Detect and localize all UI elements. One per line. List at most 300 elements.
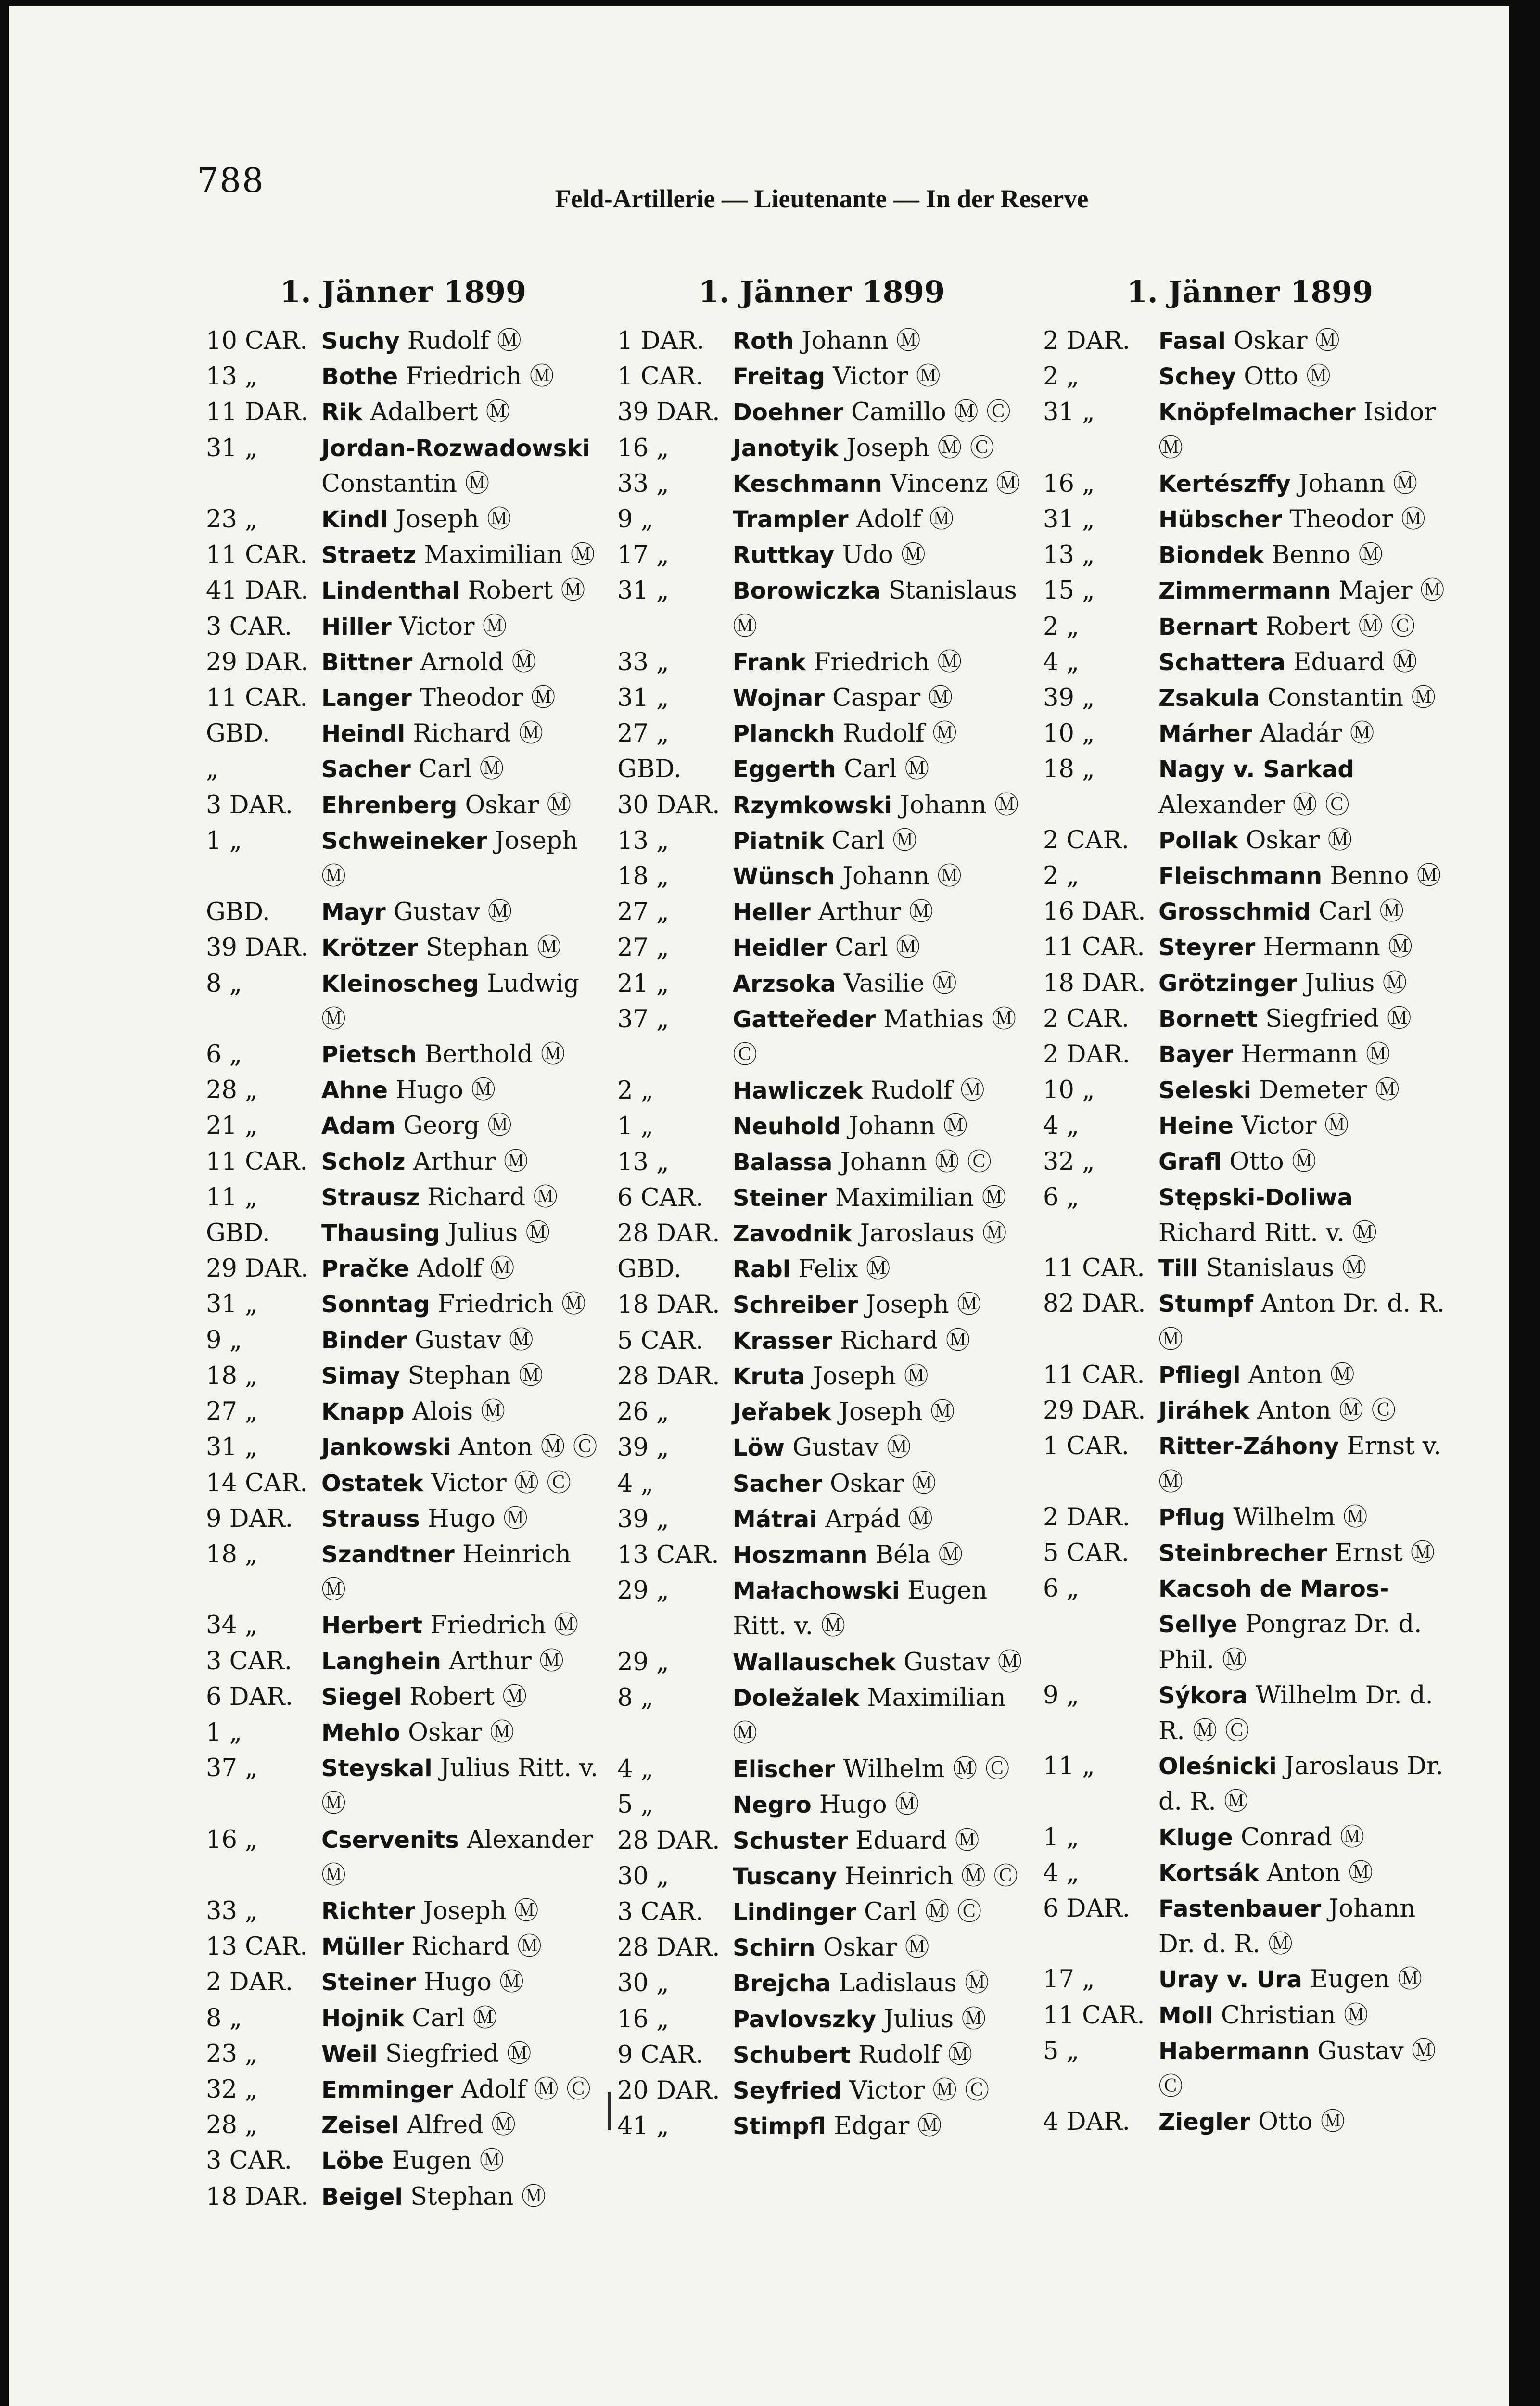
entry-surname: Tuscany (733, 1863, 837, 1890)
entry-surname: Hoszmann (733, 1541, 868, 1569)
entry-text (321, 1108, 600, 1144)
list-item (1043, 2104, 1457, 2140)
entry-unit: 18 „ (206, 1540, 258, 1569)
entry-unit: 4 „ (1043, 1112, 1080, 1140)
list-item (617, 1395, 1026, 1430)
entry-text (321, 788, 600, 823)
list-item (206, 1679, 600, 1715)
entry-text (733, 1680, 1026, 1716)
entry-text (733, 966, 1026, 1002)
entry-unit: 20 DAR. (617, 2076, 720, 2105)
entry-given-name: Julius Ⓜ (1297, 969, 1407, 998)
entry-given-name: Heinrich Ⓜ Ⓒ (837, 1862, 1018, 1891)
list-item (206, 1251, 600, 1287)
entry-unit: 6 „ (1043, 1574, 1080, 1603)
entry-given-name: Johann Ⓜ (840, 1112, 968, 1141)
entry-text (321, 502, 600, 538)
column-3-entries (1043, 323, 1457, 2140)
entry-unit: 39 „ (617, 1505, 669, 1534)
entry-unit: 9 „ (206, 1326, 242, 1355)
entry-text (733, 1930, 1026, 1966)
entry-surname: Fastenbauer (1158, 1895, 1321, 1922)
entry-text (321, 859, 600, 895)
entry-given-name: Carl Ⓜ (410, 755, 504, 784)
running-title: Feld-Artillerie — Lieutenante — In der Reserve (555, 184, 1089, 213)
entry-given-name: Edgar Ⓜ (826, 2112, 942, 2141)
entry-given-name: Theodor Ⓜ (1282, 505, 1426, 534)
list-item (206, 966, 600, 1037)
entry-given-name: Béla Ⓜ (867, 1540, 963, 1569)
entry-given-name: Maximilian Ⓜ (827, 1183, 1006, 1212)
entry-given-name: Stephan Ⓜ (402, 2182, 546, 2211)
entry-unit: 23 „ (206, 505, 258, 534)
entry-surname: Rik (321, 399, 363, 426)
entry-given-name: Robert Ⓜ (401, 1682, 527, 1711)
list-item (617, 1037, 1026, 1073)
entry-given-name: Oskar Ⓜ (822, 1469, 936, 1498)
entry-text (733, 1609, 1026, 1644)
entry-unit: 11 CAR. (1043, 1360, 1145, 1389)
entry-surname: Schattera (1158, 649, 1286, 676)
entry-text (1158, 431, 1457, 466)
entry-given-name: Otto Ⓜ (1250, 2108, 1345, 2137)
entry-given-name: Carl Ⓜ (824, 826, 917, 855)
entry-surname: Steiner (321, 1969, 416, 1996)
list-item (1043, 1037, 1457, 1073)
column-2-heading: 1. Jänner 1899 (698, 274, 945, 309)
entry-given-name: Rudolf Ⓜ (850, 2040, 973, 2069)
entry-surname: Schreiber (733, 1292, 858, 1319)
entry-given-name: Carl Ⓜ (404, 2004, 497, 2033)
entry-unit: 10 „ (1043, 1076, 1095, 1105)
entry-given-name: Richard Ⓜ (404, 1932, 542, 1961)
entry-text (733, 1073, 1026, 1109)
entry-given-name: Gustav Ⓜ (895, 1648, 1022, 1677)
entry-given-name: Ritt. v. Ⓜ (733, 1612, 846, 1641)
entry-unit: 18 „ (206, 1361, 258, 1390)
entry-surname: Negro (733, 1792, 812, 1819)
entry-unit: 29 „ (617, 1648, 669, 1677)
entry-text (1158, 930, 1457, 965)
list-item (206, 1037, 600, 1073)
entry-surname: Rabl (733, 1256, 791, 1283)
entry-surname: Doležalek (733, 1684, 860, 1712)
entry-given-name: Stephan Ⓜ (418, 934, 561, 962)
entry-given-name: Conrad Ⓜ (1233, 1823, 1365, 1852)
entry-unit: 2 DAR. (206, 1968, 293, 1997)
entry-unit: 1 CAR. (1043, 1432, 1130, 1461)
entry-surname: Małachowski (733, 1577, 900, 1605)
entry-text (321, 1358, 600, 1394)
entry-text (1158, 609, 1457, 645)
entry-text (321, 1822, 600, 1858)
entry-given-name: Ludwig Ⓜ (321, 969, 580, 1034)
entry-given-name: Alfred Ⓜ (399, 2111, 516, 2140)
entry-surname: Kertészffy (1158, 470, 1291, 498)
entry-given-name: Johann Ⓜ Ⓒ (832, 1148, 992, 1177)
entry-given-name: Stanislaus Ⓜ (1198, 1254, 1367, 1283)
entry-surname: Simay (321, 1362, 400, 1390)
list-item (1043, 966, 1457, 1001)
entry-unit: 3 CAR. (617, 1897, 704, 1926)
entry-surname: Rzymkowski (733, 792, 892, 819)
entry-surname: Straetz (321, 542, 417, 569)
entry-unit: GBD. (206, 719, 270, 748)
entry-text (1158, 1998, 1457, 2034)
entry-given-name: Hugo Ⓜ (416, 1968, 524, 1997)
list-item (206, 502, 600, 538)
entry-text (733, 538, 1026, 573)
entry-unit: 11 „ (206, 1183, 258, 1212)
entry-unit: 23 „ (206, 2039, 258, 2068)
entry-given-name: Joseph Ⓜ (831, 1398, 955, 1427)
entry-surname: Pollak (1158, 827, 1238, 854)
entry-unit: 10 CAR. (206, 327, 308, 355)
list-item (206, 431, 600, 466)
entry-unit: 4 „ (617, 1755, 654, 1784)
entry-surname: Roth (733, 328, 794, 355)
entry-surname: Müller (321, 1933, 404, 1961)
entry-text (321, 895, 600, 930)
list-item (206, 1073, 600, 1108)
entry-given-name: Pongraz Dr. d. Phil. Ⓜ (1158, 1610, 1422, 1675)
entry-text (321, 752, 600, 787)
entry-unit: 9 CAR. (617, 2040, 704, 2069)
entry-unit: 41 DAR. (206, 576, 309, 605)
list-item (206, 930, 600, 966)
list-item (617, 609, 1026, 645)
entry-given-name: Rudolf Ⓜ (863, 1076, 985, 1105)
entry-given-name: Robert Ⓜ (460, 576, 585, 605)
entry-text (733, 1252, 1026, 1287)
entry-given-name: Gustav Ⓜ (407, 1326, 534, 1355)
list-item (617, 1752, 1026, 1787)
entry-surname: Doehner (733, 399, 843, 426)
list-item (206, 395, 600, 430)
entry-surname: Ostatek (321, 1470, 424, 1497)
entry-surname: Pflug (1158, 1504, 1226, 1531)
entry-unit: 27 „ (206, 1397, 258, 1426)
entry-unit: 31 „ (206, 434, 258, 462)
entry-unit: 17 „ (1043, 1965, 1095, 1994)
entry-text (321, 1287, 600, 1322)
entry-unit: 32 „ (206, 2075, 258, 2104)
entry-surname: Scholz (321, 1148, 406, 1176)
entry-surname: Mayr (321, 899, 386, 926)
entry-unit: 14 CAR. (206, 1469, 308, 1497)
entry-surname: Langer (321, 685, 412, 712)
entry-given-name: Joseph Ⓜ Ⓒ (839, 434, 994, 462)
entry-unit: 33 „ (617, 648, 669, 677)
entry-text (321, 1073, 600, 1108)
list-item (617, 359, 1026, 395)
list-item (1043, 1073, 1457, 1108)
list-item (206, 1466, 600, 1501)
list-item (1043, 1001, 1457, 1037)
entry-surname: Neuhold (733, 1113, 841, 1140)
entry-given-name: Mathias Ⓜ (876, 1005, 1017, 1034)
entry-text (321, 1679, 600, 1715)
entry-unit: 6 CAR. (617, 1183, 704, 1212)
list-item (1043, 1357, 1457, 1393)
entry-unit: 16 „ (617, 434, 669, 462)
entry-surname: Biondek (1158, 542, 1264, 569)
entry-text (1158, 645, 1457, 680)
list-item (206, 1786, 600, 1822)
entry-surname: Kacsoh de Maros-Sellye (1158, 1575, 1389, 1638)
entry-surname: Balassa (733, 1149, 833, 1176)
entry-surname: Suchy (321, 328, 400, 355)
entry-given-name: Benno Ⓜ (1264, 541, 1383, 570)
entry-given-name: Stephan Ⓜ (400, 1361, 544, 1390)
entry-text (733, 1466, 1026, 1502)
list-item (1043, 716, 1457, 752)
entry-unit: GBD. (617, 1255, 682, 1284)
list-item (206, 1216, 600, 1251)
list-item (1043, 894, 1457, 930)
entry-given-name: Richard Ⓜ (420, 1183, 558, 1212)
entry-given-name: Johann Ⓜ (835, 862, 962, 891)
entry-surname: Elischer (733, 1756, 836, 1783)
entry-given-name: Friedrich Ⓜ (422, 1611, 579, 1640)
entry-text (733, 502, 1026, 538)
entry-surname: Schubert (733, 2041, 851, 2069)
entry-given-name: Otto Ⓜ (1222, 1147, 1316, 1176)
entry-text (321, 1144, 600, 1180)
entry-given-name: Ⓜ (1158, 434, 1184, 462)
entry-given-name: Siegfried Ⓜ (1257, 1004, 1412, 1033)
entry-text (1158, 1073, 1457, 1108)
list-item (1043, 1393, 1457, 1429)
list-item (1043, 823, 1457, 858)
entry-unit: 13 CAR. (617, 1540, 719, 1569)
entry-surname: Zavodnik (733, 1220, 853, 1248)
entry-given-name: Maximilian Ⓜ (416, 541, 595, 570)
entry-unit: 13 CAR. (206, 1932, 308, 1961)
entry-given-name: Richard Ⓜ (832, 1326, 970, 1355)
entry-given-name: Adolf Ⓜ (409, 1254, 515, 1283)
list-item (617, 1966, 1026, 2001)
entry-unit: GBD. (206, 1219, 270, 1248)
entry-surname: Mátrai (733, 1506, 817, 1533)
entry-given-name: Oskar Ⓜ (1238, 826, 1352, 855)
entry-surname: Pavlovszky (733, 2006, 877, 2033)
entry-surname: Schirn (733, 1934, 815, 1962)
entry-unit: 13 „ (617, 1148, 669, 1177)
list-item (206, 1929, 600, 1965)
entry-surname: Trampler (733, 506, 849, 534)
entry-text (321, 1715, 600, 1751)
entry-surname: Löw (733, 1434, 785, 1462)
entry-text (733, 645, 1026, 680)
entry-text (1158, 1678, 1457, 1749)
entry-unit: 28 DAR. (617, 1826, 720, 1855)
entry-text (733, 323, 1026, 359)
entry-surname: Steinbrecher (1158, 1539, 1327, 1567)
entry-surname: Krötzer (321, 934, 418, 962)
entry-text (321, 359, 600, 395)
list-item (206, 823, 600, 859)
entry-given-name: Ernst v. Ⓜ (1158, 1432, 1441, 1497)
list-item (1043, 1286, 1457, 1357)
entry-unit: 37 „ (617, 1005, 669, 1034)
entry-given-name: Victor Ⓜ (825, 362, 941, 391)
list-item (617, 1894, 1026, 1930)
entry-surname: Sacher (733, 1470, 822, 1497)
list-item (1043, 1108, 1457, 1144)
entry-unit: 32 „ (1043, 1147, 1095, 1176)
list-item (617, 573, 1026, 609)
entry-unit: 30 „ (617, 1862, 669, 1891)
entry-surname: Fleischmann (1158, 863, 1323, 890)
list-item (617, 966, 1026, 1002)
entry-text (1158, 1820, 1457, 1856)
list-item (206, 716, 600, 752)
list-item (206, 895, 600, 930)
entry-text (733, 1002, 1026, 1037)
entry-surname: Piatnik (733, 827, 824, 855)
entry-surname: Keschmann (733, 470, 882, 498)
list-item (617, 1109, 1026, 1144)
entry-surname: Binder (321, 1327, 407, 1354)
entry-text (733, 1537, 1026, 1573)
entry-text (321, 1323, 600, 1358)
entry-given-name: Hugo Ⓜ (811, 1791, 919, 1819)
entry-surname: Heindl (321, 720, 406, 748)
entry-text (733, 823, 1026, 859)
entry-given-name: Anton Ⓜ Ⓒ (1249, 1396, 1396, 1425)
entry-surname: Knapp (321, 1398, 405, 1426)
list-item (617, 466, 1026, 502)
entry-unit: 4 „ (1043, 648, 1080, 677)
entry-surname: Richter (321, 1897, 416, 1925)
entry-unit: 16 „ (617, 2005, 669, 2034)
list-item (206, 1501, 600, 1537)
entry-unit: 3 DAR. (206, 791, 293, 819)
list-item (617, 680, 1026, 716)
entry-surname: Bittner (321, 649, 413, 676)
entry-unit: 16 „ (1043, 469, 1095, 498)
entry-given-name: Jaroslaus Dr. d. R. Ⓜ (1158, 1752, 1443, 1817)
entry-surname: Heine (1158, 1113, 1234, 1140)
entry-given-name: Julius Ⓜ (440, 1219, 550, 1248)
entry-unit: 33 „ (617, 469, 669, 498)
entry-given-name: Alexander (459, 1825, 593, 1854)
entry-text (1158, 573, 1457, 609)
entry-unit: 6 DAR. (1043, 1894, 1130, 1923)
entry-surname: Strauss (321, 1505, 420, 1533)
list-item (1043, 1429, 1457, 1499)
entry-text (321, 716, 600, 752)
list-item (206, 323, 600, 359)
entry-given-name: Julius Ⓜ (876, 2005, 986, 2034)
list-item (206, 788, 600, 823)
list-item (617, 1680, 1026, 1716)
entry-text (1158, 1180, 1457, 1251)
entry-surname: Thausing (321, 1220, 441, 1247)
entry-surname: Brejcha (733, 1970, 831, 1997)
entry-surname: Krasser (733, 1327, 832, 1355)
column-2 (617, 275, 1026, 2144)
list-item (1043, 1678, 1457, 1749)
entry-surname: Schuster (733, 1827, 848, 1855)
entry-surname: Steyrer (1158, 934, 1256, 961)
entry-text (1158, 716, 1457, 752)
entry-unit: 2 CAR. (1043, 1004, 1130, 1033)
entry-given-name: Joseph Ⓜ (858, 1291, 981, 1319)
entry-text (1158, 1749, 1457, 1819)
entry-text (1158, 1962, 1457, 1997)
entry-text (733, 1966, 1026, 2001)
list-item (617, 2037, 1026, 2073)
entry-given-name: Caspar Ⓜ (824, 684, 953, 713)
list-item (1043, 1180, 1457, 1251)
entry-given-name: Arnold Ⓜ (412, 648, 536, 677)
entry-given-name: Oskar Ⓜ (1225, 327, 1340, 355)
entry-surname: Zeisel (321, 2112, 399, 2139)
list-item (1043, 1856, 1457, 1891)
entry-surname: Nagy v. Sarkad (1158, 756, 1354, 783)
entry-given-name: Adolf Ⓜ (848, 505, 954, 534)
entry-surname: Strausz (321, 1184, 420, 1211)
column-3 (1043, 275, 1457, 2140)
entry-given-name: Julius Ritt. v. (432, 1754, 598, 1783)
list-item (1043, 466, 1457, 502)
entry-given-name: Ⓜ (321, 1790, 346, 1818)
entry-given-name: Johann Ⓜ (794, 327, 921, 355)
list-item (1043, 1962, 1457, 1997)
list-item (206, 1751, 600, 1786)
list-item (617, 2109, 1026, 2144)
list-item (617, 1145, 1026, 1180)
entry-surname: Hübscher (1158, 506, 1282, 534)
entry-given-name: Benno Ⓜ (1322, 862, 1441, 891)
list-item (617, 1859, 1026, 1894)
entry-given-name: Eugen Ⓜ (384, 2147, 504, 2176)
entry-text (1158, 1001, 1457, 1037)
entry-given-name: Ⓜ (733, 612, 758, 641)
entry-given-name: Victor Ⓜ (1233, 1112, 1349, 1140)
entry-given-name: Georg Ⓜ (395, 1112, 512, 1140)
entry-unit: 13 „ (206, 362, 258, 391)
entry-given-name: Oskar Ⓜ (457, 791, 572, 819)
entry-surname: Heller (733, 899, 811, 926)
entry-given-name: Udo Ⓜ (834, 541, 926, 570)
entry-surname: Grafl (1158, 1148, 1222, 1176)
entry-given-name: Joseph Ⓜ (415, 1896, 539, 1925)
entry-unit: 3 CAR. (206, 612, 293, 641)
entry-text (1158, 502, 1457, 538)
entry-text (321, 1216, 600, 1251)
entry-unit: 18 „ (1043, 755, 1095, 784)
entry-surname: Arzsoka (733, 970, 836, 998)
list-item (206, 1323, 600, 1358)
entry-text (1158, 466, 1457, 502)
entry-given-name: Vincenz Ⓜ (882, 469, 1020, 498)
entry-surname: Wallauschek (733, 1649, 896, 1676)
entry-unit: 16 DAR. (1043, 897, 1146, 926)
entry-text (321, 1644, 600, 1679)
entry-text (321, 538, 600, 573)
entry-unit: 3 CAR. (206, 2147, 293, 2176)
entry-given-name: Victor Ⓜ (391, 612, 507, 641)
entry-unit: 11 DAR. (206, 398, 309, 427)
list-item (1043, 323, 1457, 359)
entry-given-name: Wilhelm Ⓜ Ⓒ (835, 1755, 1010, 1784)
entry-text (321, 645, 600, 680)
entry-given-name: Ernst Ⓜ (1327, 1538, 1435, 1567)
column-1 (206, 275, 600, 2215)
